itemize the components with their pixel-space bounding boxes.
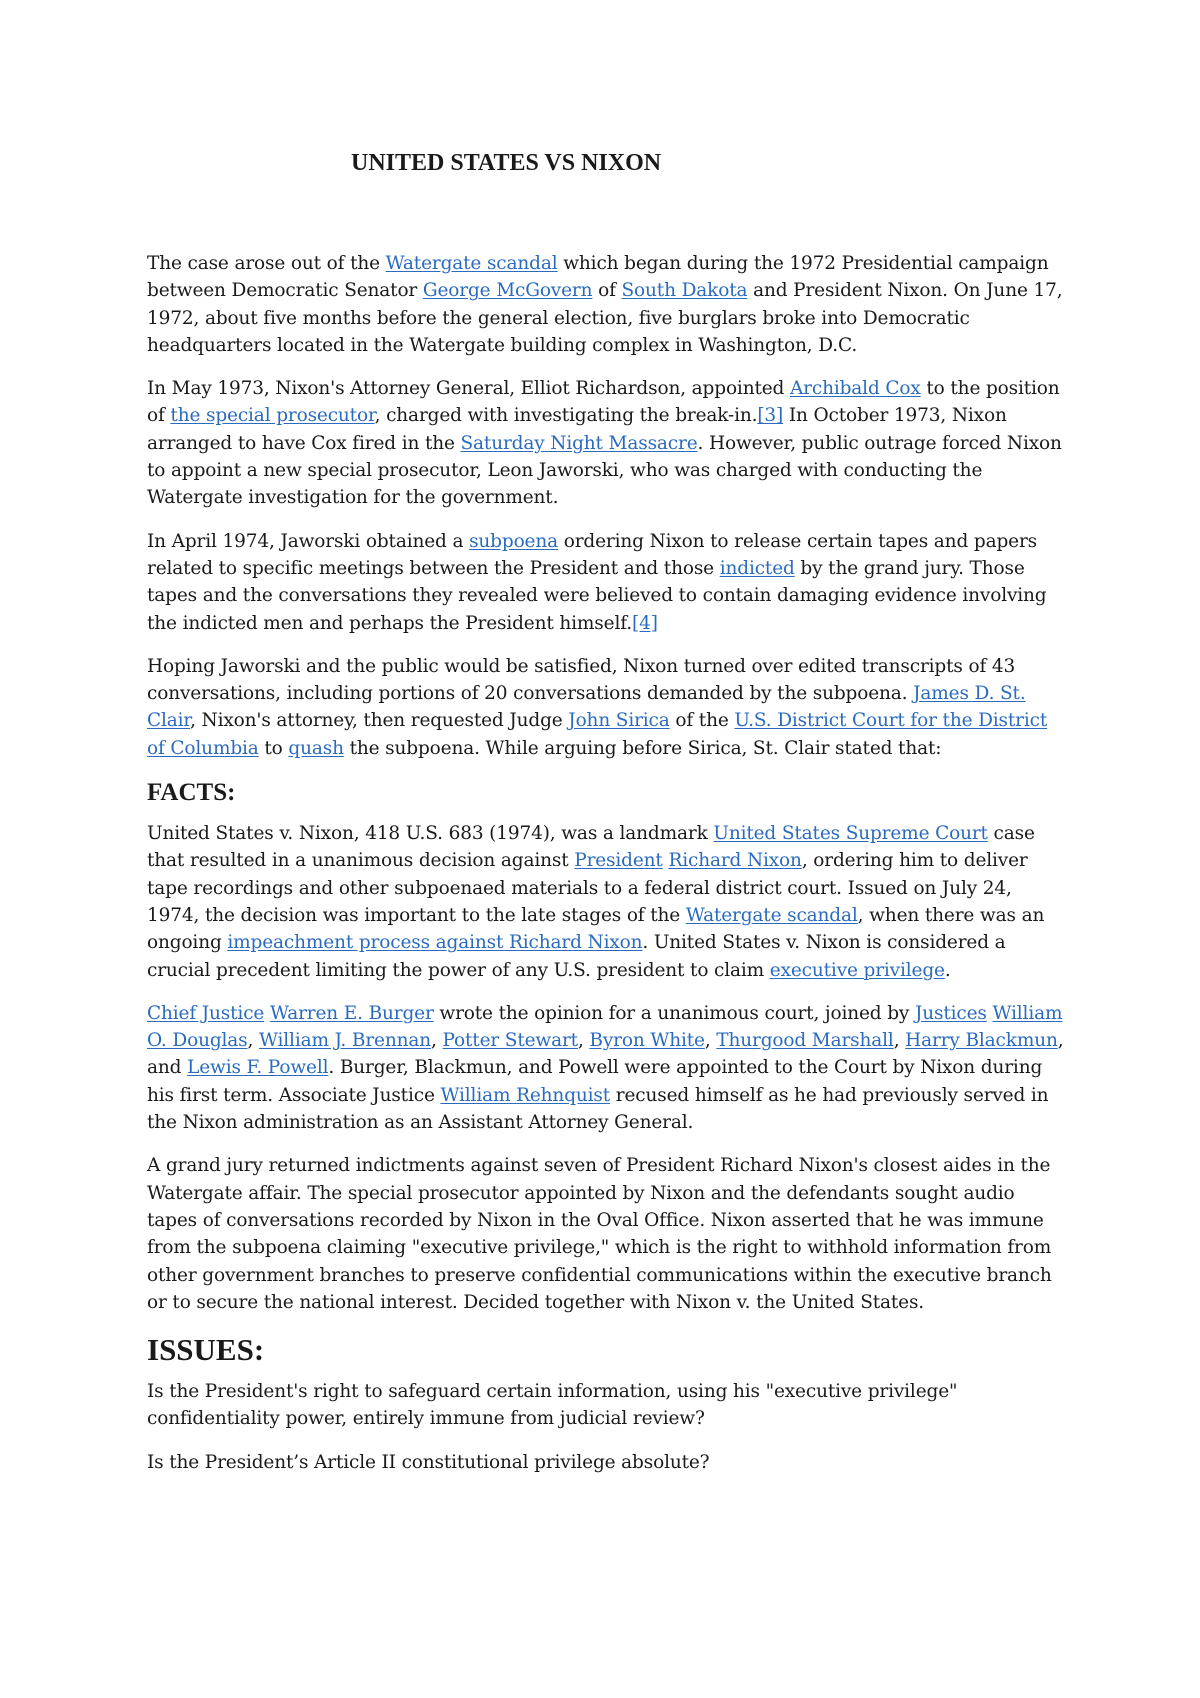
paragraph-issue-1: Is the President's right to safeguard certain information, using his "executive privilege" confidentiality power, entirely immune from judicial review? <box>147 1381 958 1430</box>
link-william-rehnquist[interactable]: William Rehnquist <box>440 1084 611 1106</box>
link-south-dakota[interactable]: South Dakota <box>621 280 748 302</box>
link-warren-burger[interactable]: Warren E. Burger <box>269 1002 434 1024</box>
link-subpoena[interactable]: subpoena <box>469 530 559 552</box>
link-watergate-scandal[interactable]: Watergate scandal <box>385 253 558 274</box>
link-archibald-cox[interactable]: Archibald Cox <box>789 378 921 400</box>
link-harry-blackmun[interactable]: Harry Blackmun <box>905 1030 1058 1052</box>
link-supreme-court[interactable]: United States Supreme Court <box>713 823 988 845</box>
link-lewis-powell[interactable]: Lewis F. Powell <box>187 1057 329 1079</box>
document-title: UNITED STATES VS NIXON <box>351 150 662 176</box>
link-indicted[interactable]: indicted <box>719 557 795 579</box>
paragraph-issue-2: Is the President’s Article II constitutional privilege absolute? <box>147 1451 710 1473</box>
paragraph-special-prosecutor: In May 1973, Nixon's Attorney General, Elliot Richardson, appointed Archibald Cox to the position of the special prosecutor, charged with investigating the break-in.[3] In October 1973, Nixon arranged to have Cox fired in the Saturday Night Massacre. However, public outrage forced Nixon to appoint a new special prosecutor, Leon Jaworski, who was charged with conducting the Watergate investigation for the government. <box>147 378 1062 509</box>
facts-heading: FACTS: <box>147 779 236 807</box>
link-george-mcgovern[interactable]: George McGovern <box>422 280 593 302</box>
link-footnote-4[interactable]: [4] <box>632 612 658 634</box>
issues-heading: ISSUES: <box>147 1332 265 1368</box>
paragraph-facts-landmark: United States v. Nixon, 418 U.S. 683 (1974), was a landmark United States Supreme Court case that resulted in a unanimous decision against President Richard Nixon, ordering him to deliver tape recordings and other subpoenaed materials to a federal district court. Issued on July 24, 1974, the decision was important to the late stages of the Watergate scandal, when there was an ongoing impeachment process against Richard Nixon. United States v. Nixon is considered a crucial precedent limiting the power of any U.S. president to claim executive privilege. <box>147 823 1045 981</box>
link-william-brennan[interactable]: William J. Brennan <box>258 1030 431 1052</box>
link-thurgood-marshall[interactable]: Thurgood Marshall <box>716 1030 894 1052</box>
link-richard-nixon[interactable]: Richard Nixon <box>668 850 802 872</box>
link-john-sirica[interactable]: John Sirica <box>568 710 670 732</box>
link-impeachment-process[interactable]: impeachment process against Richard Nixon <box>227 932 643 954</box>
link-saturday-night-massacre[interactable]: Saturday Night Massacre <box>460 432 698 454</box>
paragraph-watergate-origin: The case arose out of the Watergate scandal which began during the 1972 Presidential campaign between Democratic Senator George McGovern of South Dakota and President Nixon. On June 17, 1972, about five months before the general election, five burglars broke into Democratic headquarters located in the Watergate building complex in Washington, D.C. <box>147 253 1063 356</box>
link-district-court-dc[interactable]: U.S. District Court for the District of Columbia <box>147 710 1048 759</box>
link-chief-justice[interactable]: Chief Justice <box>147 1002 265 1024</box>
link-watergate-scandal-2[interactable]: Watergate scandal <box>685 904 858 926</box>
paragraph-transcripts: Hoping Jaworski and the public would be satisfied, Nixon turned over edited transcripts of 43 conversations, including portions of 20 conversations demanded by the subpoena. James D. St. Clair, Nixon's attorney, then requested Judge John Sirica of the U.S. District Court for the District of Columbia to quash the subpoena. While arguing before Sirica, St. Clair stated that: <box>147 655 1048 759</box>
link-executive-privilege[interactable]: executive privilege <box>769 959 945 981</box>
link-william-douglas[interactable]: William O. Douglas <box>147 1002 1063 1052</box>
link-special-prosecutor[interactable]: the special prosecutor <box>170 405 375 427</box>
paragraph-opinion: Chief Justice Warren E. Burger wrote the opinion for a unanimous court, joined by Justices William O. Douglas, William J. Brennan, Potter Stewart, Byron White, Thurgood Marshall, Harry Blackmun, and Lewis F. Powell. Burger, Blackmun, and Powell were appointed to the Court by Nixon during his first term. Associate Justice William Rehnquist recused himself as he had previously served in the Nixon administration as an Assistant Attorney General. <box>147 1002 1064 1134</box>
link-president[interactable]: President <box>574 850 663 872</box>
link-byron-white[interactable]: Byron White <box>589 1030 705 1052</box>
link-james-st-clair[interactable]: James D. St. Clair <box>147 683 1026 732</box>
link-quash[interactable]: quash <box>288 737 344 759</box>
document-page <box>147 148 1067 1492</box>
paragraph-grand-jury: A grand jury returned indictments against seven of President Richard Nixon's closest aides in the Watergate affair. The special prosecutor appointed by Nixon and the defendants sought audio tapes of conversations recorded by Nixon in the Oval Office. Nixon asserted that he was immune from the subpoena claiming "executive privilege," which is the right to withhold information from other government branches to preserve confidential communications within the executive branch or to secure the national interest. Decided together with Nixon v. the United States. <box>147 1155 1052 1313</box>
link-potter-stewart[interactable]: Potter Stewart <box>442 1030 578 1052</box>
link-footnote-3[interactable]: [3] <box>757 405 784 427</box>
link-justices[interactable]: Justices <box>914 1002 987 1024</box>
paragraph-subpoena: In April 1974, Jaworski obtained a subpoena ordering Nixon to release certain tapes and papers related to specific meetings between the President and those indicted by the grand jury. Those tapes and the conversations they revealed were believed to contain damaging evidence involving the indicted men and perhaps the President himself.[4] <box>147 530 1047 634</box>
